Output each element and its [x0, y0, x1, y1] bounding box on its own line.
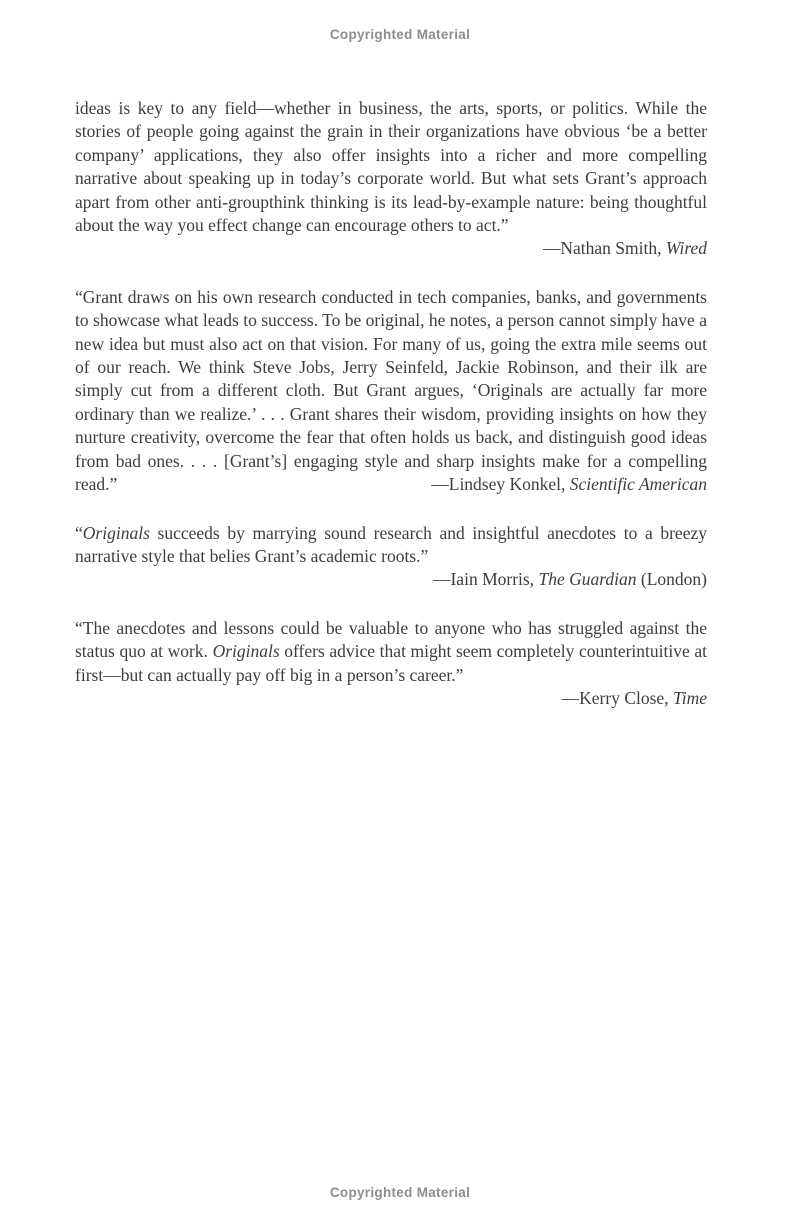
text-segment: offers advice that might seem completely counterintuitive at first—but can actually pay off big in a person’s career.”: [75, 641, 707, 685]
review-quote-2: [75, 286, 707, 497]
italic-text-segment: Wired: [665, 238, 707, 259]
quote-attribution: [75, 687, 707, 710]
quote-text: [75, 617, 707, 687]
text-segment: —Kerry Close,: [561, 687, 673, 708]
text-segment: (London): [636, 569, 707, 590]
quote-attribution: [75, 568, 707, 591]
text-segment: “Grant draws on his own research conducted in tech companies, banks, and governments to showcase what leads to success. To be original, he notes, a person cannot simply have a new idea but must also act on that vision. For many of us, going the extra mile seems out of our reach. We think Steve Jobs, Jerry Seinfeld, Jackie Robinson, and their ilk are simply cut from a different cloth. But Grant argues, ‘Originals are actually far more ordinary than we realize.’ . . . Grant shares their wisdom, providing insights on how they nurture creativity, overcome the fear that often holds us back, and distinguish good ideas from bad ones. . . . [Grant’s] engaging style and sharp insights make for a compelling read.”: [75, 286, 707, 495]
italic-text-segment: Time: [672, 687, 707, 708]
praise-quotes-section: [75, 97, 707, 735]
text-segment: —Iain Morris,: [432, 569, 539, 590]
review-quote-4: [75, 617, 707, 711]
italic-text-segment: Scientific American: [569, 474, 707, 495]
copyright-watermark-bottom: Copyrighted Material: [329, 1185, 471, 1200]
quote-text: [75, 97, 707, 237]
copyright-watermark-top: Copyrighted Material: [329, 27, 471, 42]
italic-text-segment: The Guardian: [538, 569, 637, 590]
text-segment: succeeds by marrying sound research and insightful anecdotes to a breezy narrative style that belies Grant’s academic roots.”: [75, 522, 707, 566]
quote-text: [75, 522, 707, 569]
review-quote-1: [75, 97, 707, 261]
quote-attribution: [75, 237, 707, 260]
text-segment: —Lindsey Konkel,: [431, 474, 570, 495]
text-segment: —Nathan Smith,: [542, 238, 666, 259]
text-segment: ideas is key to any field—whether in business, the arts, sports, or politics. While the stories of people going against the grain in their organizations have obvious ‘be a better company’ applications, they also offer insights into a richer and more compelling narrative about speaking up in today’s corporate world. But what sets Grant’s approach apart from other anti-groupthink thinking is its lead-by-example nature: being thoughtful about the way you effect change can encourage others to act.”: [75, 98, 707, 236]
text-segment: “: [75, 522, 83, 543]
italic-text-segment: Originals: [212, 641, 280, 662]
italic-text-segment: Originals: [82, 522, 150, 543]
review-quote-3: [75, 522, 707, 592]
quote-text: [75, 286, 707, 497]
text-segment: “The anecdotes and lessons could be valuable to anyone who has struggled against the status quo at work.: [75, 617, 707, 662]
quote-attribution: [417, 473, 707, 496]
